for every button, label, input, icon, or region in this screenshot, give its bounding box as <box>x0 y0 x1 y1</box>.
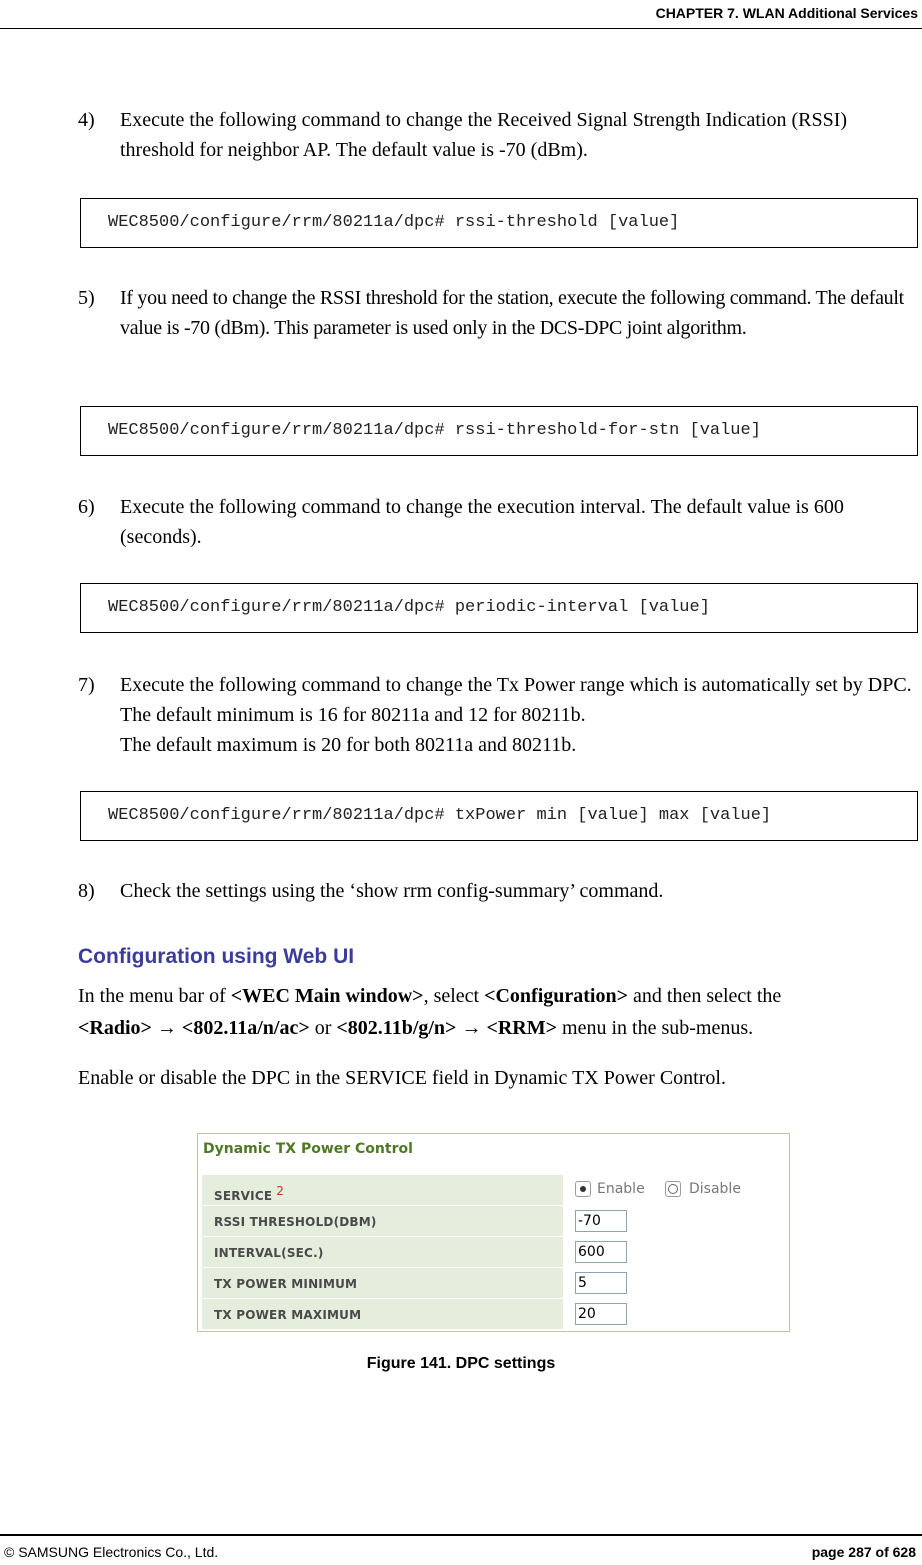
disable-label: Disable <box>689 1181 741 1197</box>
step-number: 8) <box>78 880 95 902</box>
interval-input[interactable]: 600 <box>575 1241 627 1263</box>
dpc-settings-panel <box>197 1133 790 1332</box>
step-4 <box>78 105 916 165</box>
step-5 <box>78 283 916 373</box>
rssi-threshold-row <box>202 1206 786 1237</box>
label-text: SERVICE <box>214 1189 273 1203</box>
service-controls <box>563 1175 786 1205</box>
step-text: If you need to change the RSSI threshold for the station, execute the following command. The default value is -70 (dBm). This parameter is used only in the DCS-DPC joint algorithm. <box>120 287 904 339</box>
tx-power-maximum-row <box>202 1299 786 1330</box>
footer-page-number: page 287 of 628 <box>811 1544 916 1560</box>
radio-selected-dot <box>580 1186 586 1192</box>
interval-row <box>202 1237 786 1268</box>
chapter-title: CHAPTER 7. WLAN Additional Services <box>655 5 918 21</box>
step-number: 4) <box>78 109 95 131</box>
field-label: RSSI THRESHOLD(DBM) <box>214 1215 377 1229</box>
field-label: TX POWER MAXIMUM <box>214 1308 362 1322</box>
rssi-threshold-input[interactable]: -70 <box>575 1210 627 1232</box>
enable-label: Enable <box>597 1181 645 1197</box>
text: or <box>309 1017 337 1039</box>
footer-divider <box>0 1534 922 1536</box>
arrow: → <box>151 1017 182 1039</box>
menu-ref: <Radio> <box>78 1017 152 1039</box>
menu-ref: <802.11a/n/ac> <box>181 1017 310 1039</box>
step-7 <box>78 670 916 760</box>
step-text: Execute the following command to change the Received Signal Strength Indication (RSSI) threshold for neighbor AP. The default value is -70 (dBm). <box>120 109 848 161</box>
field-control <box>563 1299 786 1329</box>
enable-radio[interactable] <box>575 1181 591 1197</box>
paragraph-menu-path <box>78 980 916 1044</box>
superscript: 2 <box>276 1184 285 1198</box>
footer-copyright: © SAMSUNG Electronics Co., Ltd. <box>4 1544 219 1560</box>
command-box: WEC8500/configure/rrm/80211a/dpc# periodic-interval [value] <box>80 583 918 633</box>
menu-ref: <RRM> <box>486 1017 558 1039</box>
figure-caption: Figure 141. DPC settings <box>366 1355 556 1372</box>
step-number: 6) <box>78 496 95 518</box>
command-box: WEC8500/configure/rrm/80211a/dpc# rssi-threshold-for-stn [value] <box>80 406 918 456</box>
step-text: Execute the following command to change the execution interval. The default value is 600 (seconds). <box>120 496 844 548</box>
command-box: WEC8500/configure/rrm/80211a/dpc# txPower min [value] max [value] <box>80 791 918 841</box>
step-text-line: Execute the following command to change the Tx Power range which is automatically set by DPC. The default minimum is 16 for 80211a and 12 for 80211b. <box>120 674 912 726</box>
field-control <box>563 1268 786 1298</box>
section-title: Configuration using Web UI <box>78 945 355 968</box>
menu-ref: <802.11b/g/n> <box>336 1017 457 1039</box>
paragraph-instruction: Enable or disable the DPC in the SERVICE field in Dynamic TX Power Control. <box>78 1067 726 1089</box>
panel-title: Dynamic TX Power Control <box>203 1141 413 1157</box>
text: and then select the <box>628 985 782 1007</box>
radio-ring <box>668 1184 678 1194</box>
disable-radio[interactable] <box>665 1181 681 1197</box>
page-header <box>0 0 922 29</box>
tx-power-maximum-input[interactable]: 20 <box>575 1303 627 1325</box>
text: , select <box>423 985 485 1007</box>
text: In the menu bar of <box>78 985 231 1007</box>
step-number: 7) <box>78 674 95 696</box>
step-text-line: The default maximum is 20 for both 80211a and 80211b. <box>120 734 577 756</box>
step-number: 5) <box>78 287 95 309</box>
tx-power-minimum-input[interactable]: 5 <box>575 1272 627 1294</box>
command-box: WEC8500/configure/rrm/80211a/dpc# rssi-threshold [value] <box>80 198 918 248</box>
service-row <box>202 1175 786 1206</box>
tx-power-minimum-row <box>202 1268 786 1299</box>
field-control <box>563 1237 786 1267</box>
arrow: → <box>456 1017 487 1039</box>
step-6 <box>78 492 916 552</box>
menu-ref: <Configuration> <box>484 985 629 1007</box>
field-control <box>563 1206 786 1236</box>
step-8 <box>78 876 916 906</box>
service-label <box>214 1184 284 1203</box>
field-label: TX POWER MINIMUM <box>214 1277 358 1291</box>
step-text <box>120 670 916 760</box>
menu-ref: <WEC Main window> <box>230 985 424 1007</box>
step-text: Check the settings using the ‘show rrm config-summary’ command. <box>120 880 664 902</box>
field-label: INTERVAL(SEC.) <box>214 1246 324 1260</box>
text: menu in the sub-menus. <box>557 1017 754 1039</box>
